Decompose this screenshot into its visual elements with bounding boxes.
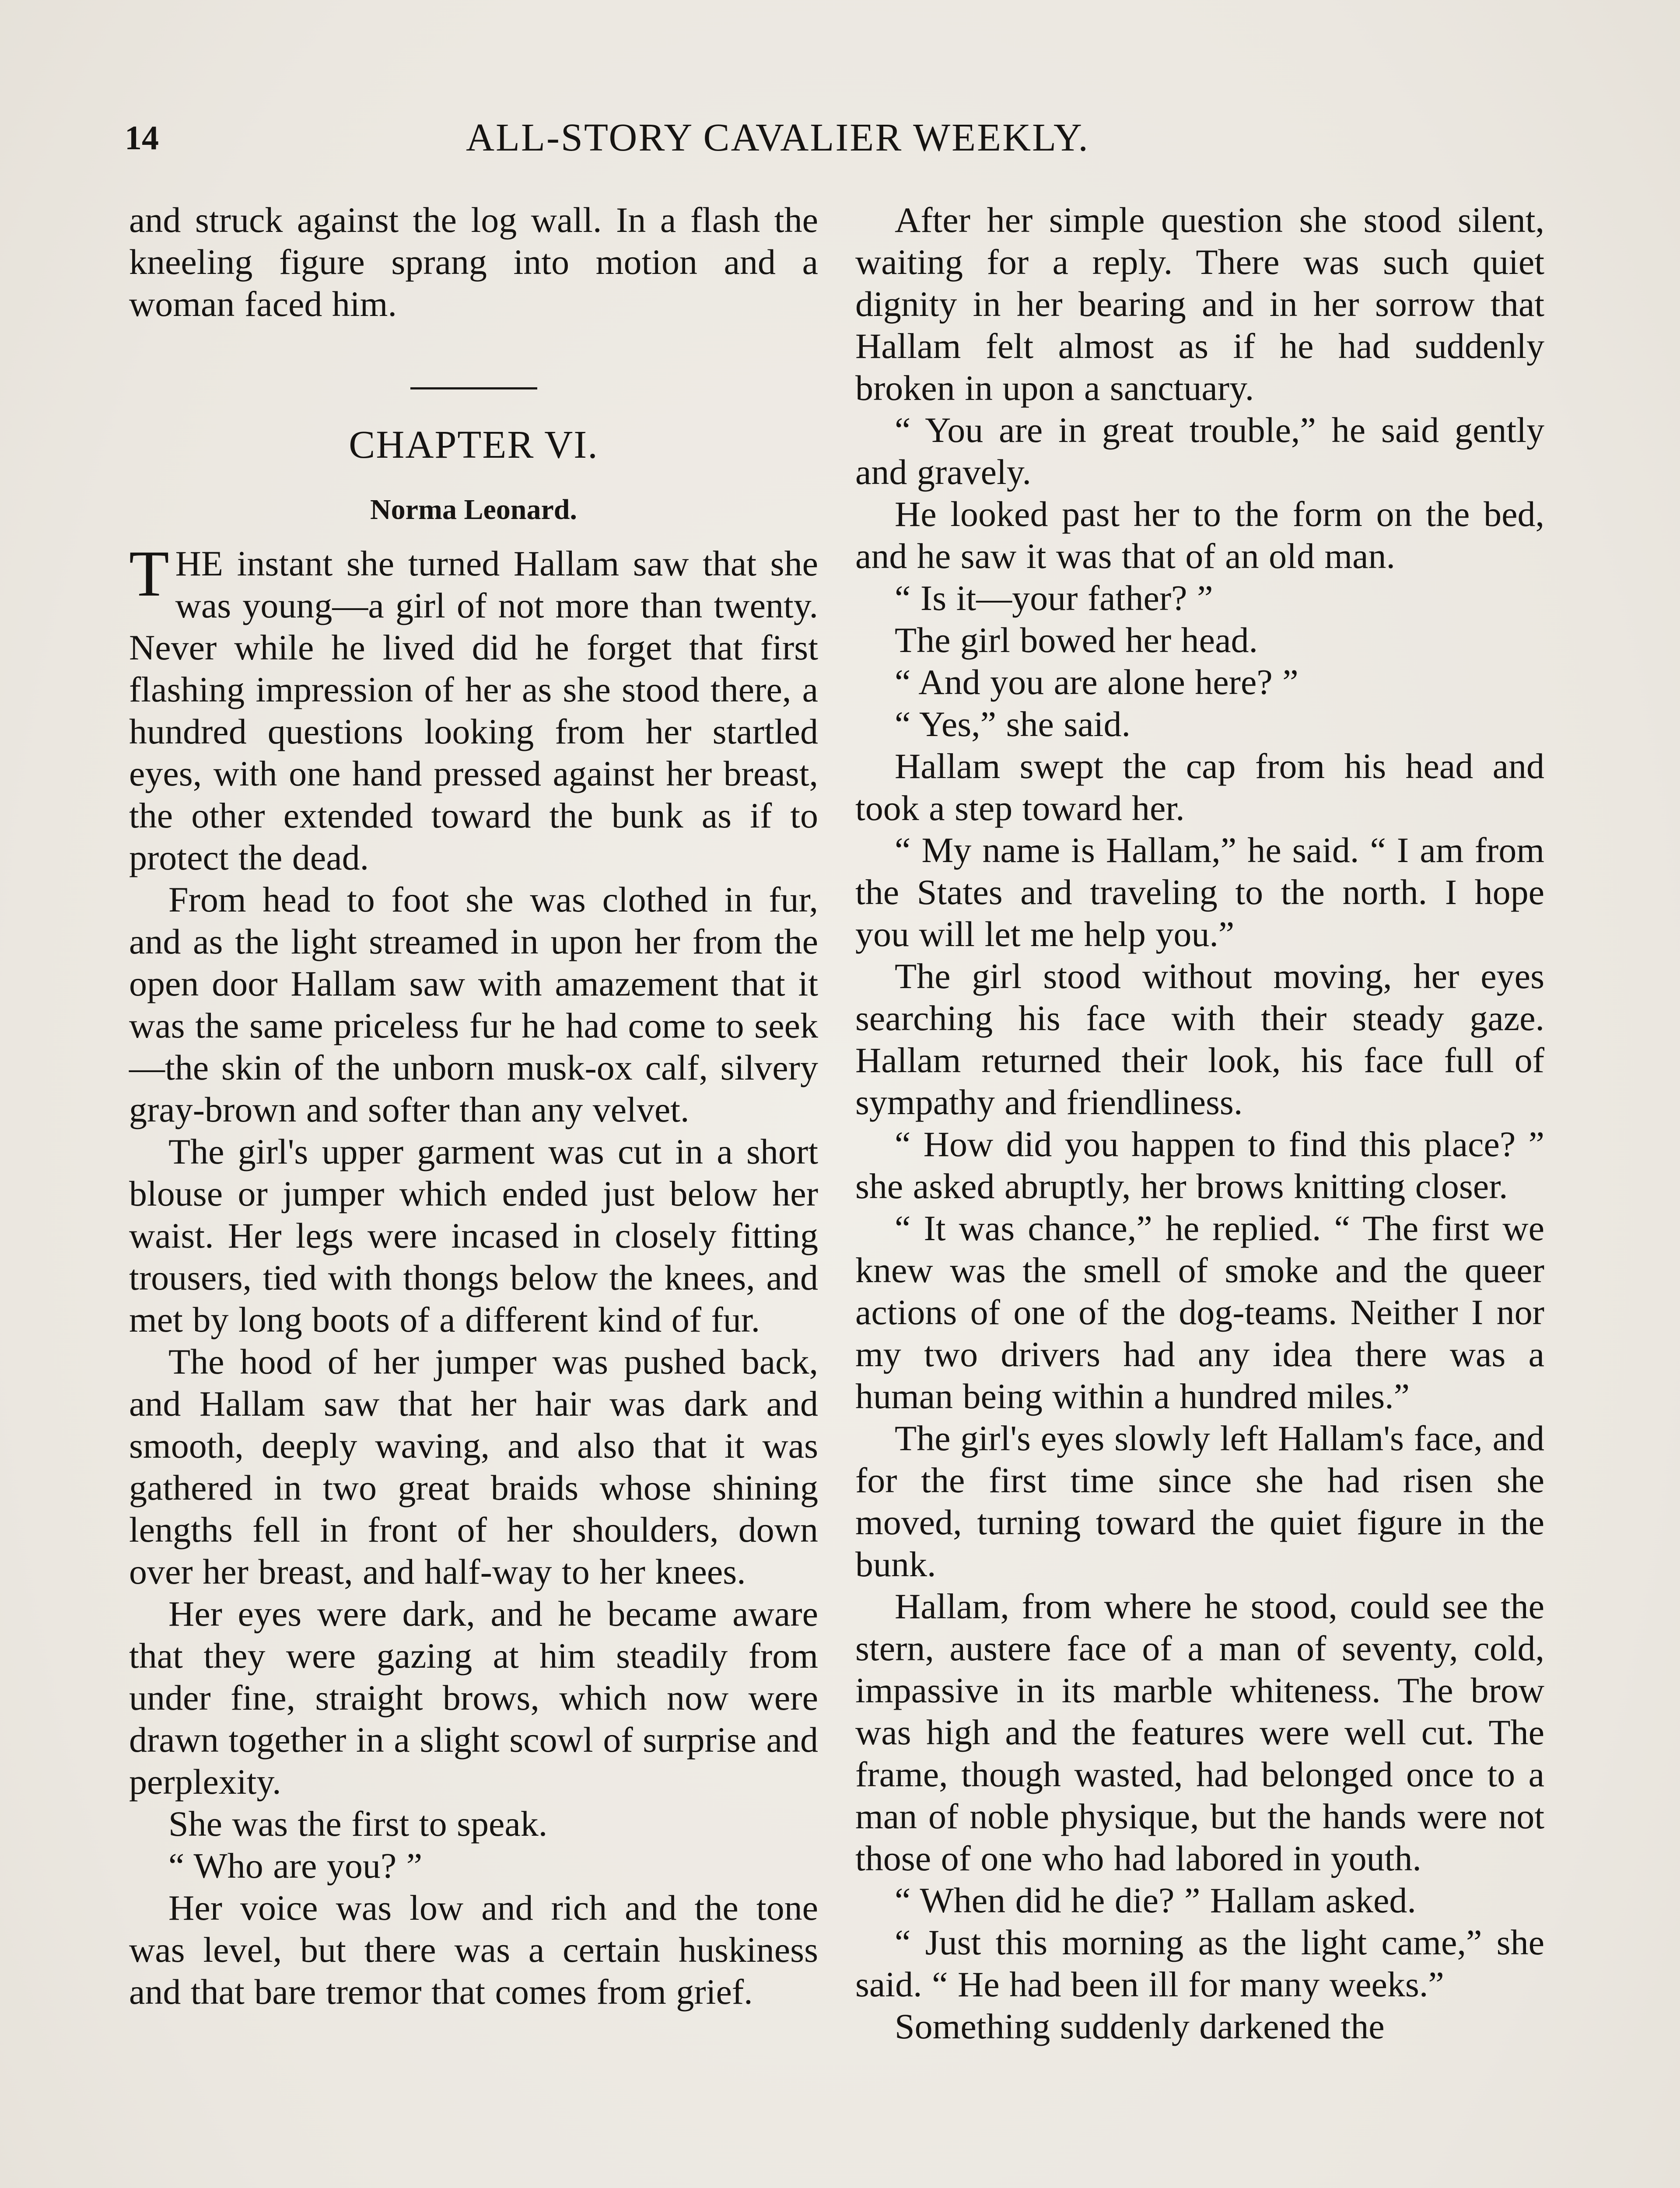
opening-paragraph-text: HE instant she turned Hallam saw that she was young—a girl of not more than twenty. Never while he lived did he forget that first flashing impression of her as she stood there, a hundred questions looking from her startled eyes, with one hand pressed against her breast, the other extended toward the bunk as if to protect the dead. [129, 543, 818, 877]
drop-cap: T [129, 537, 169, 610]
paragraph: Hallam, from where he stood, could see the stern, austere face of a man of seventy, cold, impassive in its marble whiteness. The brow was high and the features were well cut. The frame, though wasted, had belonged once to a man of noble physique, but the hands were not those of one who had labored in youth. [855, 1586, 1544, 1878]
dialogue-line: “ Yes,” she said. [895, 704, 1130, 744]
dialogue-line: “ It was chance,” he replied. “ The first we knew was the smell of smoke and the queer actions of one of the dog-teams. Neither I nor my two drivers had any idea there was a human being within a hundred miles.” [855, 1208, 1544, 1416]
paragraph: Her eyes were dark, and he became aware that they were gazing at him steadily from under fine, straight brows, which now were drawn together in a slight scowl of surprise and perplexity. [129, 1594, 818, 1802]
paragraph: and struck against the log wall. In a flash the kneeling figure sprang into motion and a woman faced him. [129, 200, 818, 324]
paragraph: The girl's eyes slowly left Hallam's face, and for the first time since she had risen she moved, turning toward the quiet figure in the bunk. [855, 1418, 1544, 1584]
paragraph: The girl's upper garment was cut in a short blouse or jumper which ended just below her waist. Her legs were incased in closely fitting trousers, tied with thongs below the knees, and met by long boots of a different kind of fur. [129, 1132, 818, 1339]
paragraph: She was the first to speak. [168, 1804, 548, 1844]
dialogue-line: “ Is it—your father? ” [895, 578, 1213, 618]
dialogue-line: “ When did he die? ” Hallam asked. [895, 1880, 1416, 1920]
right-column [855, 199, 1544, 2048]
paragraph: The girl stood without moving, her eyes searching his face with their steady gaze. Hallam returned their look, his face full of sympathy and friendliness. [855, 956, 1544, 1122]
paragraph: Hallam swept the cap from his head and took a step toward her. [855, 746, 1544, 828]
dialogue-line: “ My name is Hallam,” he said. “ I am from the States and traveling to the north. I hope you will let me help you.” [855, 830, 1544, 954]
dialogue-line: “ You are in great trouble,” he said gently and gravely. [855, 410, 1544, 492]
dialogue-line: “ Who are you? ” [168, 1846, 423, 1886]
dialogue-line: “ And you are alone here? ” [895, 662, 1298, 702]
paragraph: The girl bowed her head. [895, 620, 1258, 660]
running-title: ALL-STORY CAVALIER WEEKLY. [466, 116, 1089, 159]
paragraph: The hood of her jumper was pushed back, and Hallam saw that her hair was dark and smooth, deeply waving, and also that it was gathered in two great braids whose shining lengths fell in front of her shoulders, down over her breast, and half-way to her knees. [129, 1342, 818, 1592]
chapter-title: CHAPTER VI. [349, 423, 598, 466]
dialogue-line: “ Just this morning as the light came,” she said. “ He had been ill for many weeks.” [855, 1922, 1544, 2004]
paragraph: Something suddenly darkened the [895, 2006, 1385, 2046]
page-number: 14 [125, 119, 159, 157]
chapter-divider [410, 387, 537, 389]
paragraph: Her voice was low and rich and the tone was level, but there was a certain huskiness and that bare tremor that comes from grief. [129, 1888, 818, 2012]
dialogue-line: “ How did you happen to find this place? ” she asked abruptly, her brows knitting closer. [855, 1124, 1544, 1206]
paragraph: After her simple question she stood silent, waiting for a reply. There was such quiet dignity in her bearing and in her sorrow that Hallam felt almost as if he had suddenly broken in upon a sanctuary. [855, 200, 1544, 408]
paragraph: From head to foot she was clothed in fur, and as the light streamed in upon her from the open door Hallam saw with amazement that it was the same priceless fur he had come to seek —the skin of the unborn musk-ox calf, silvery gray-brown and softer than any velvet. [129, 880, 818, 1129]
paragraph: He looked past her to the form on the bed, and he saw it was that of an old man. [855, 494, 1544, 576]
page-header [125, 112, 1549, 164]
left-column [129, 199, 818, 2013]
opening-paragraph [129, 537, 818, 879]
chapter-subtitle: Norma Leonard. [370, 494, 577, 526]
